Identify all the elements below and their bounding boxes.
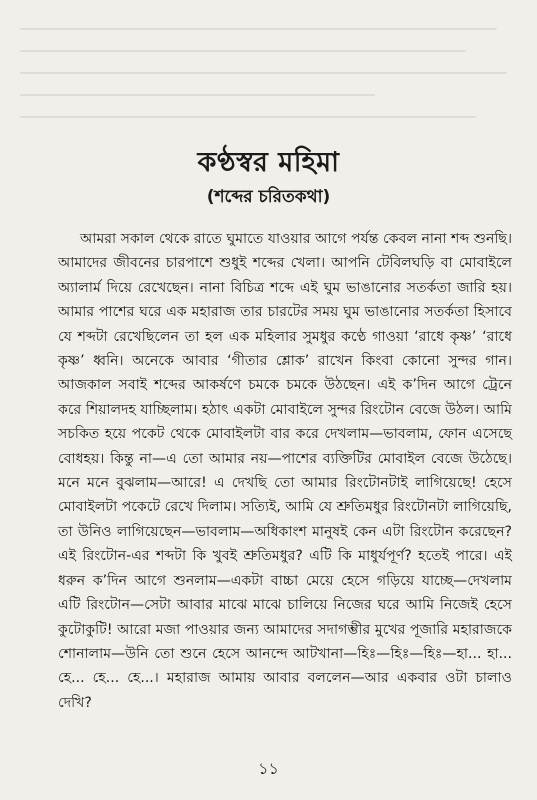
chapter-title: কণ্ঠস্বর মহিমা — [197, 147, 340, 178]
page-number: ১১ — [258, 759, 279, 778]
body-paragraph: আমরা সকাল থেকে রাতে ঘুমাতে যাওয়ার আগে পর্যন্ত কেবল নানা শব্দ শুনছি। আমাদের জীবনের চারপাশে শুধুই শব্দের খেলা। আপনি টেবিলঘড়ি বা মোবাইলে অ্যালার্ম দিয়ে রেখেছেন। নানা বিচিত্র শব্দে এই ঘুম ভাঙানোর সতর্কতা জারি হয়। আমার পাশের ঘরে এক মহারাজ তার চারটের সময় ঘুম ভাঙানোর সতর্কতা হিসাবে যে শব্দটা রেখেছিলেন তা হল এক মহিলার সুমধুর কণ্ঠে গাওয়া ‘রাধে কৃষ্ণ’ ‘রাধে কৃষ্ণ’ ধ্বনি। অনেকে আবার ‘গীতার শ্লোক’ রাখেন কিংবা কোনো সুন্দর গান। আজকাল সবাই শব্দের আকর্ষণে চমকে চমকে উঠছেন। এই ক’দিন আগে ট্রেনে করে শিয়ালদহ যাচ্ছিলাম। হঠাৎ একটা মোবাইলে সুন্দর রিংটোন বেজে উঠল। আমি সচকিত হয়ে পকেট থেকে মোবাইলটা বার করে দেখলাম—ভাবলাম, ফোন এসেছে বোধহয়। কিন্তু না—এ তো আমার নয়—পাশের ব্যক্তিটির মোবাইল বেজে উঠেছে। মনে মনে বুঝলাম—আরে! এ দেখছি তো আমার রিংটোনটাই লাগিয়েছে! হেসে মোবাইলটা পকেটে রেখে দিলাম। সত্যিই, আমি যে শ্রুতিমধুর রিংটোনটা লাগিয়েছি, তা উনিও লাগিয়েছেন—ভাবলাম—অধিকাংশ মানুষই কেন এটা রিংটোন করেছেন? এই রিংটোন-এর শব্দটা কি খুবই শ্রুতিমধুর? এটি কি মাধুর্যপূর্ণ? হতেই পারে। এই ধরুন ক’দিন আগে শুনলাম—একটা বাচ্চা মেয়ে হেসে গড়িয়ে যাচ্ছে—দেখলাম এটি রিংটোন—সেটা আবার মাঝে মাঝে চালিয়ে নিজের ঘরে আমি নিজেই হেসে কুটোকুটি! আরো মজা পাওয়ার জন্য আমাদের সদাগম্ভীর মুখের পূজারি মহারাজকে শোনালাম—উনি তো শুনে হেসে আনন্দে আটখানা—হিঃ—হিঃ—হিঃ—হা... হা... হে... হে... হে...। মহারাজ আমায় আবার বললেন—আর একবার ওটা চালাও দেখি? — [58, 231, 512, 711]
show-through-text — [20, 28, 527, 138]
chapter-subtitle: (শব্দের চরিতকথা) — [206, 187, 331, 207]
